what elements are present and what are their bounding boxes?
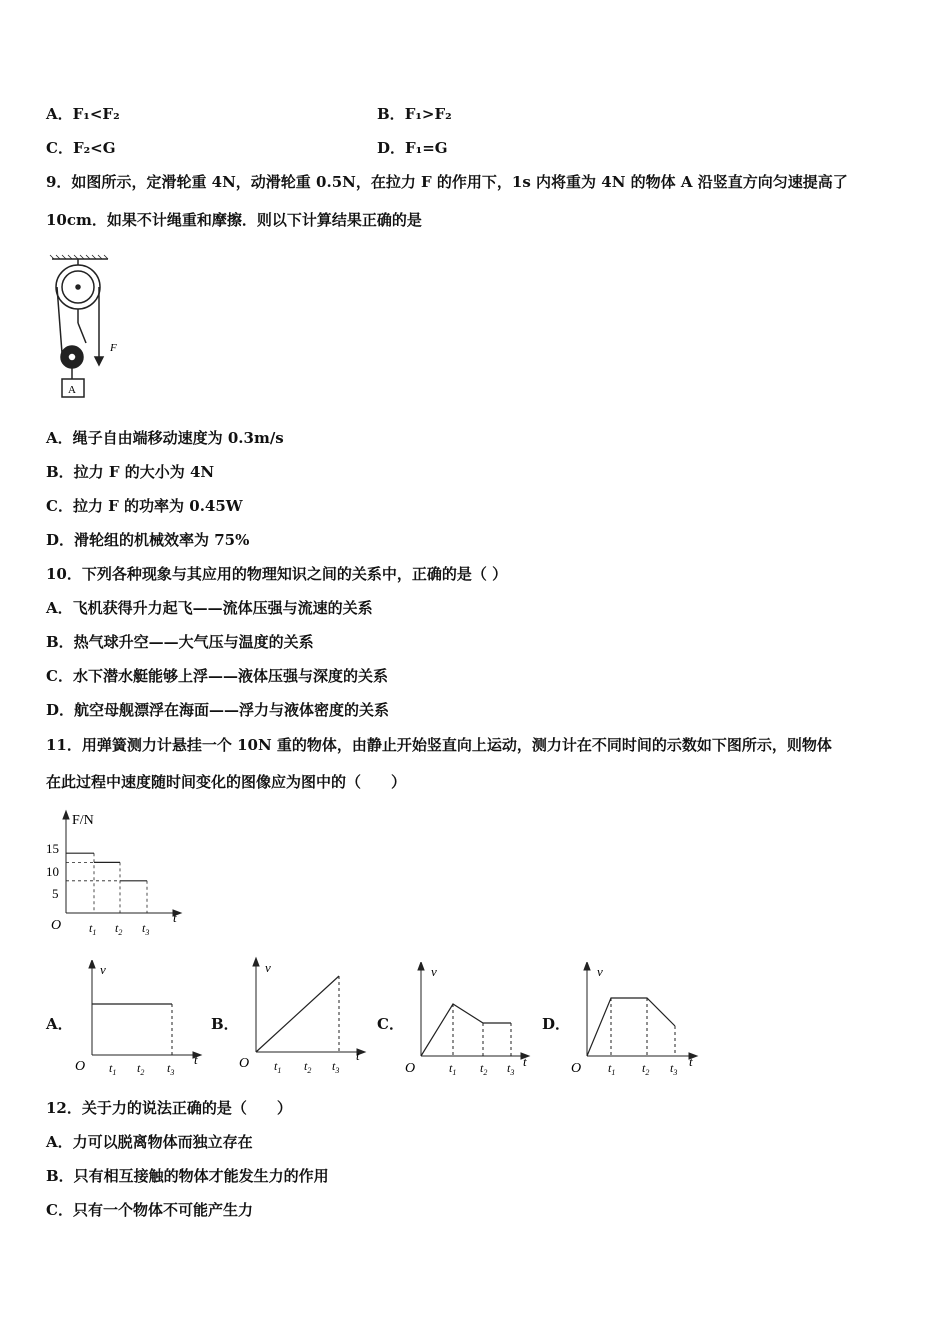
vt-d-xlabel: t xyxy=(689,1054,693,1069)
vt-b-xlabel: t xyxy=(356,1048,360,1063)
q9-option-d: D．滑轮组的机械效率为 75% xyxy=(46,531,250,549)
vt-c-t3: $t_3$ xyxy=(507,1061,515,1077)
vt-chart-d xyxy=(567,962,707,1080)
q12-option-b: B．只有相互接触的物体才能发生力的作用 xyxy=(46,1167,329,1185)
q12-option-c: C．只有一个物体不可能产生力 xyxy=(46,1201,253,1219)
q10-option-a: A．飞机获得升力起飞——流体压强与流速的关系 xyxy=(46,599,373,617)
q10-option-d: D．航空母舰漂浮在海面——浮力与液体密度的关系 xyxy=(46,701,390,719)
vt-d-t1: $t_1$ xyxy=(608,1061,616,1077)
q10-stem: 10．下列各种现象与其应用的物理知识之间的关系中，正确的是（ ） xyxy=(46,565,508,583)
f-xtick-t1: $t_1$ xyxy=(89,921,97,937)
vt-chart-c xyxy=(401,962,541,1080)
q9-stem-line2: 10cm．如果不计绳重和摩擦．则以下计算结果正确的是 xyxy=(46,211,422,229)
force-label: F xyxy=(110,342,117,354)
vt-b-t3: $t_3$ xyxy=(332,1059,340,1075)
vt-b-t2: $t_2$ xyxy=(304,1059,312,1075)
vt-b-ylabel: v xyxy=(265,960,271,975)
f-ytick-15: 15 xyxy=(46,841,59,856)
pulley-figure xyxy=(48,253,128,403)
q9-option-a: A．绳子自由端移动速度为 0.3m/s xyxy=(46,429,284,447)
vt-d-t3: $t_3$ xyxy=(670,1061,678,1077)
vt-a-ylabel: v xyxy=(100,962,106,977)
vt-a-xlabel: t xyxy=(194,1052,198,1067)
q11-stem-line2: 在此过程中速度随时间变化的图像应为图中的（ ） xyxy=(46,773,407,791)
rope-left xyxy=(57,287,62,353)
vt-a-origin: O xyxy=(75,1059,86,1074)
vt-c-origin: O xyxy=(405,1061,416,1076)
q8-option-b: B．F₁>F₂ xyxy=(377,105,452,123)
vt-chart-b xyxy=(234,956,374,1080)
vt-d-curve xyxy=(587,998,675,1056)
q9-option-c: C．拉力 F 的功率为 0.45W xyxy=(46,497,243,515)
f-ylabel: F/N xyxy=(72,813,94,828)
f-xtick-t2: $t_2$ xyxy=(115,921,123,937)
f-origin: O xyxy=(51,918,62,933)
q8-option-c: C．F₂<G xyxy=(46,139,116,157)
vt-b-origin: O xyxy=(239,1056,250,1071)
q11-option-a-label: A． xyxy=(46,1015,73,1033)
q11-stem-line1: 11．用弹簧测力计悬挂一个 10N 重的物体，由静止开始竖直向上运动，测力计在不同时间的示数如下图所示，则物体 xyxy=(46,736,832,754)
block-label: A xyxy=(68,384,76,396)
vt-a-t1: $t_1$ xyxy=(109,1061,117,1077)
arrow-down-icon xyxy=(95,357,103,365)
q10-option-b: B．热气球升空——大气压与温度的关系 xyxy=(46,633,314,651)
q11-option-d-label: D． xyxy=(542,1015,571,1033)
q9-stem-line1: 9．如图所示，定滑轮重 4N，动滑轮重 0.5N，在拉力 F 的作用下，1s 内将重为 4N 的物体 A 沿竖直方向匀速提高了 xyxy=(46,173,848,191)
f-ytick-10: 10 xyxy=(46,864,59,879)
f-xtick-t3: $t_3$ xyxy=(142,921,150,937)
vt-c-t2: $t_2$ xyxy=(480,1061,488,1077)
vt-c-xlabel: t xyxy=(523,1054,527,1069)
q12-stem: 12．关于力的说法正确的是（ ） xyxy=(46,1099,292,1117)
vt-c-ylabel: v xyxy=(431,964,437,979)
vt-d-t2: $t_2$ xyxy=(642,1061,650,1077)
q8-option-a: A．F₁<F₂ xyxy=(46,105,120,123)
vt-b-t1: $t_1$ xyxy=(274,1059,282,1075)
q10-option-c: C．水下潜水艇能够上浮——液体压强与深度的关系 xyxy=(46,667,388,685)
q9-option-b: B．拉力 F 的大小为 4N xyxy=(46,463,215,481)
vt-d-ylabel: v xyxy=(597,964,603,979)
vt-c-t1: $t_1$ xyxy=(449,1061,457,1077)
vt-c-curve xyxy=(421,1004,511,1056)
q8-option-d: D．F₁=G xyxy=(377,139,448,157)
vt-d-origin: O xyxy=(571,1061,582,1076)
q11-option-c-label: C． xyxy=(377,1015,404,1033)
f-xlabel: t xyxy=(173,910,177,925)
force-time-chart xyxy=(40,805,190,940)
q12-option-a: A．力可以脱离物体而独立存在 xyxy=(46,1133,253,1151)
q11-option-b-label: B． xyxy=(211,1015,239,1033)
vt-chart-a xyxy=(70,960,210,1080)
vt-b-curve xyxy=(256,976,339,1052)
vt-a-t3: $t_3$ xyxy=(167,1061,175,1077)
f-ytick-5: 5 xyxy=(52,886,59,901)
vt-a-t2: $t_2$ xyxy=(137,1061,145,1077)
